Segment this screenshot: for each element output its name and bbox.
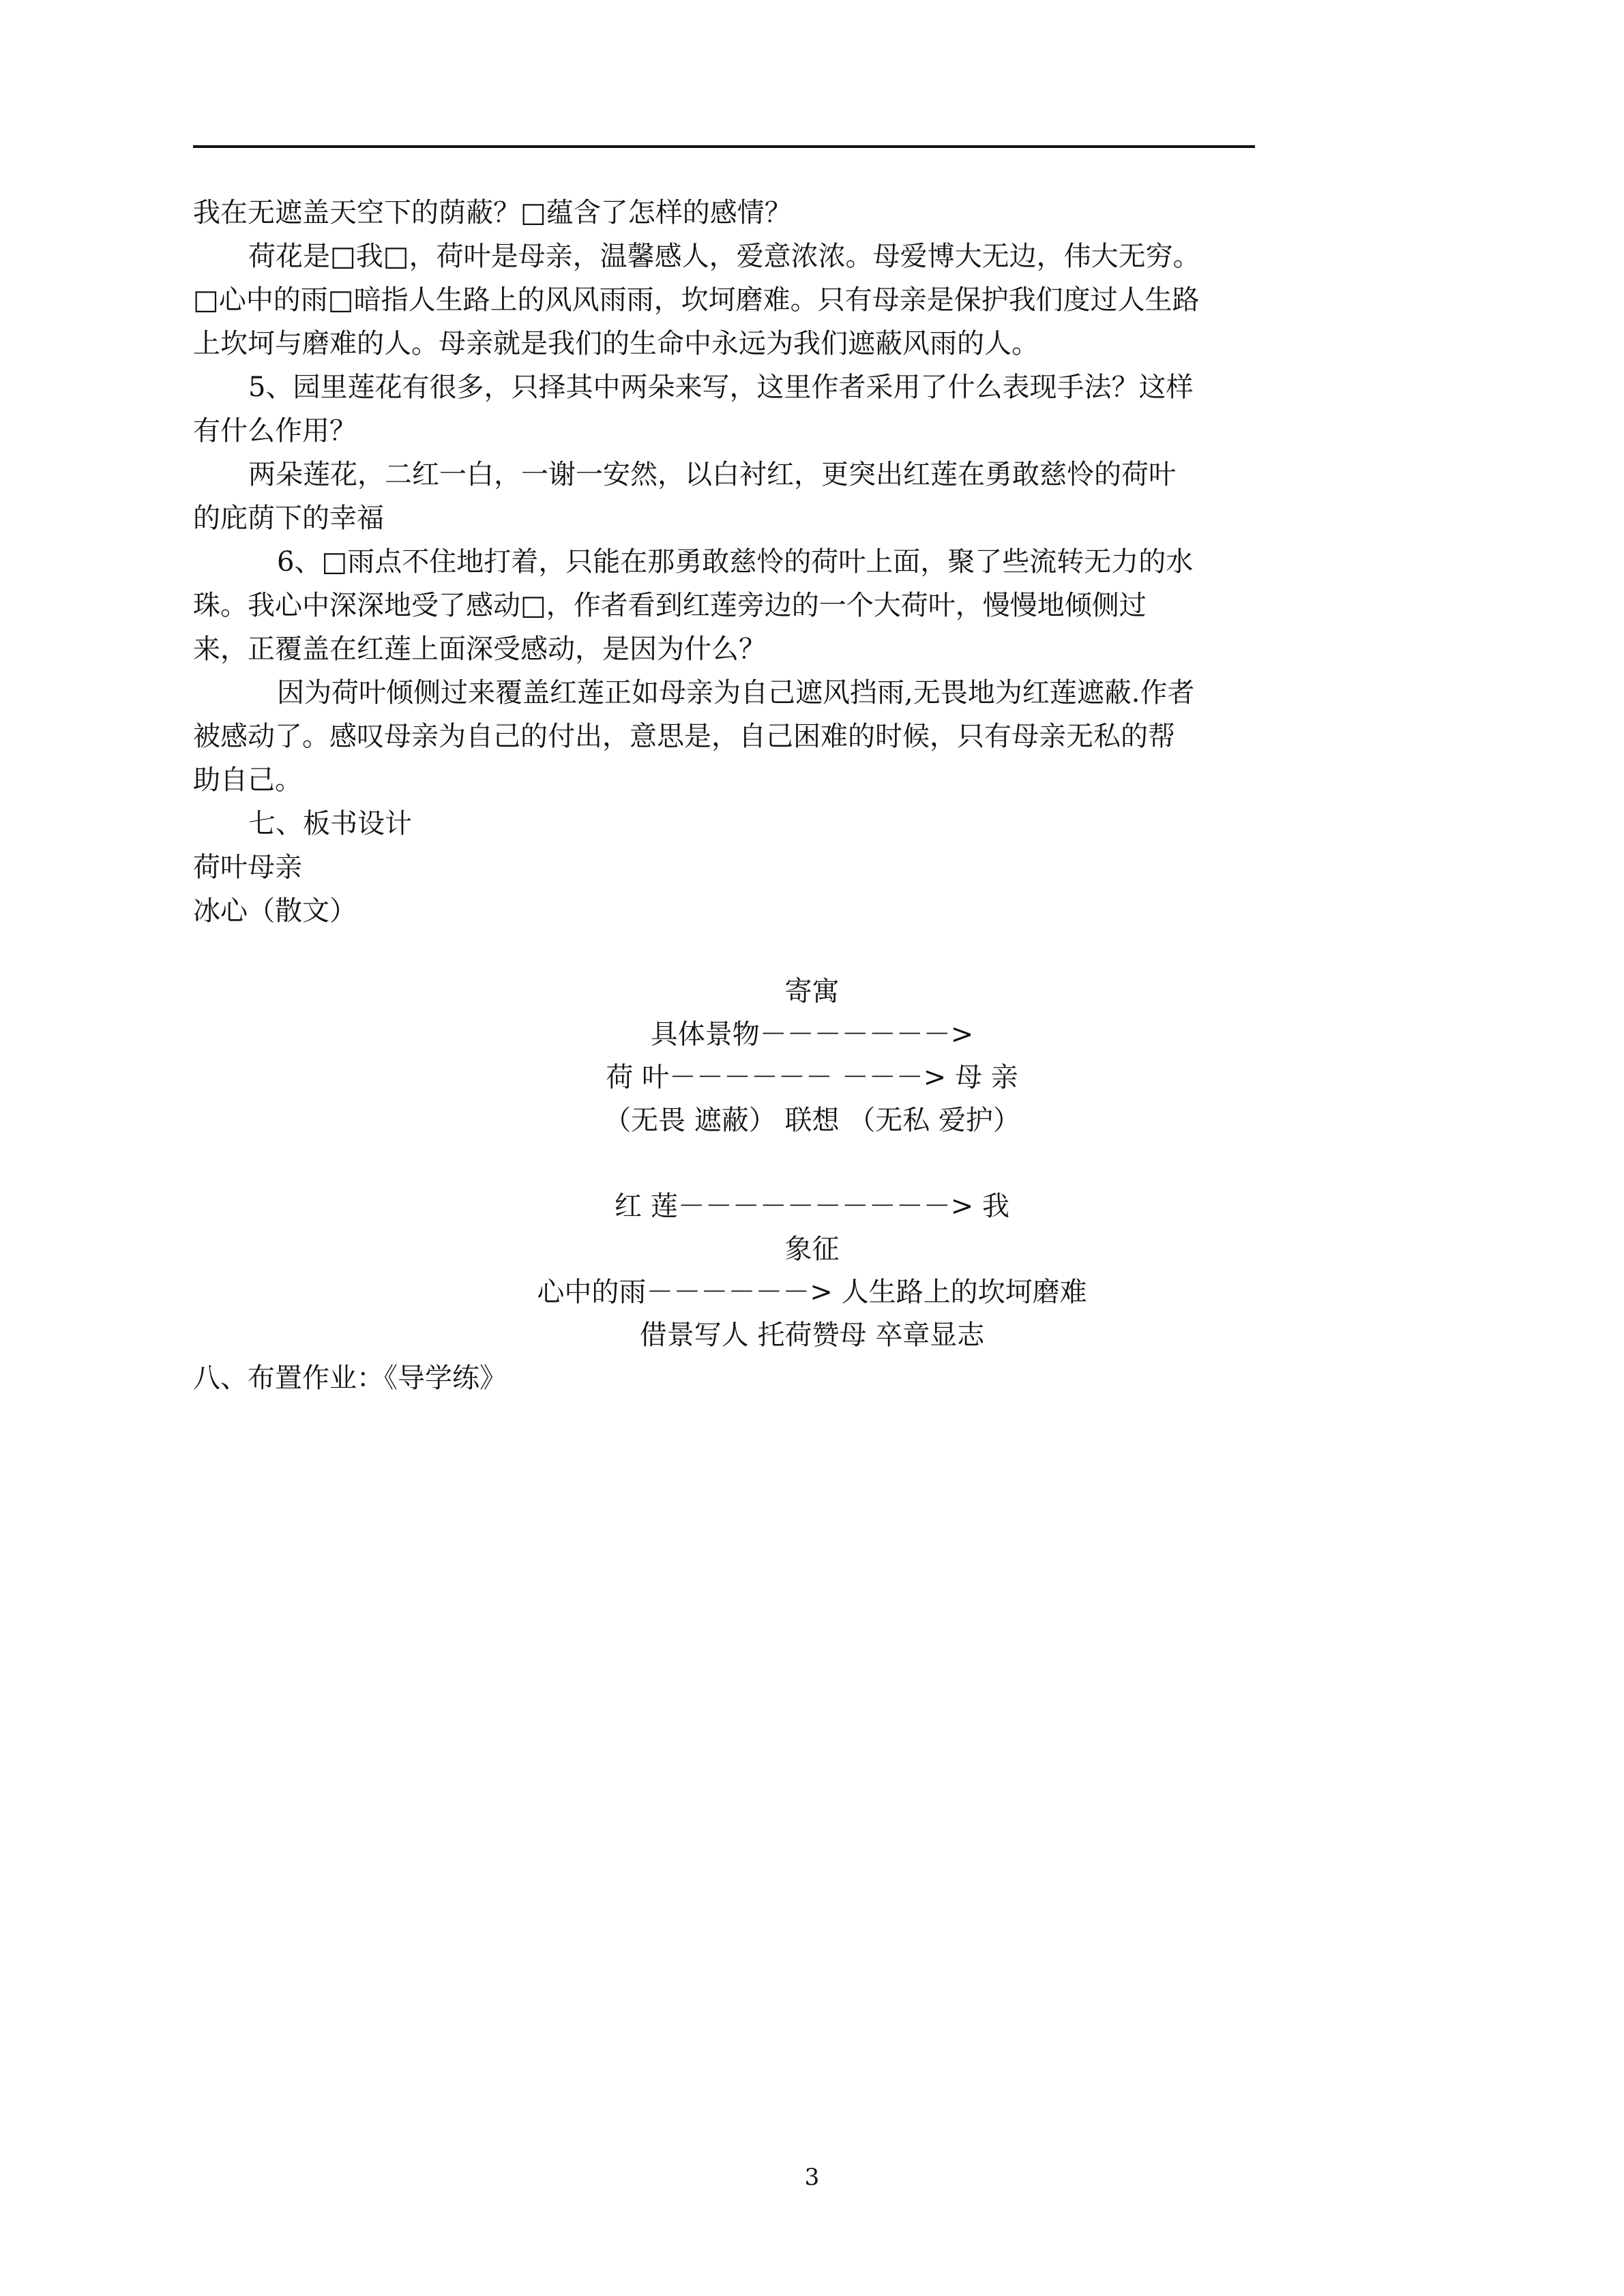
board-line: 心中的雨－－－－－－> 人生路上的坎坷磨难	[537, 1277, 1087, 1308]
section-heading: 七、板书设计	[248, 808, 412, 839]
page-number: 3	[804, 2164, 820, 2191]
homework-line: 八、布置作业：《导学练》	[193, 1362, 507, 1394]
body-line: 6、□雨点不住地打着，只能在那勇敢慈怜的荷叶上面，聚了些流转无力的水	[277, 546, 1194, 578]
body-line: 有什么作用？	[193, 415, 357, 447]
body-line: 5、园里莲花有很多，只择其中两朵来写，这里作者采用了什么表现手法？这样	[248, 372, 1194, 403]
body-line: 助自己。	[193, 764, 302, 796]
board-line: 寄寓	[784, 976, 840, 1007]
lesson-title: 荷叶母亲	[193, 852, 302, 883]
board-line: 借景写人 托荷赞母 卒章显志	[639, 1320, 985, 1351]
body-line: 我在无遮盖天空下的荫蔽？□蕴含了怎样的感情？	[193, 197, 792, 228]
body-line: □心中的雨□暗指人生路上的风风雨雨，坎坷磨难。只有母亲是保护我们度过人生路	[193, 284, 1200, 316]
body-line: 珠。我心中深深地受了感动□，作者看到红莲旁边的一个大荷叶，慢慢地倾侧过	[193, 590, 1147, 621]
board-line: 红 莲－－－－－－－－－－> 我	[615, 1191, 1009, 1222]
board-line: 荷 叶－－－－－－ －－－> 母 亲	[606, 1062, 1018, 1093]
board-line: （无畏 遮蔽） 联想 （无私 爱护）	[604, 1105, 1020, 1136]
body-line: 荷花是□我□，荷叶是母亲，温馨感人，爱意浓浓。母爱博大无边，伟大无穷。	[248, 241, 1200, 272]
board-line: 具体景物－－－－－－－>	[650, 1019, 974, 1050]
board-line: 象征	[784, 1234, 840, 1265]
body-line: 的庇荫下的幸福	[193, 503, 384, 534]
lesson-author: 冰心（散文）	[193, 895, 357, 927]
body-line: 被感动了。感叹母亲为自己的付出，意思是，自己困难的时候，只有母亲无私的帮	[193, 721, 1175, 752]
body-line: 来，正覆盖在红莲上面深受感动，是因为什么？	[193, 633, 766, 665]
body-line: 因为荷叶倾侧过来覆盖红莲正如母亲为自己遮风挡雨,无畏地为红莲遮蔽.作者	[277, 677, 1195, 709]
header-rule	[193, 145, 1255, 148]
body-line: 两朵莲花，二红一白，一谢一安然，以白衬红，更突出红莲在勇敢慈怜的荷叶	[248, 459, 1176, 490]
body-line: 上坎坷与磨难的人。母亲就是我们的生命中永远为我们遮蔽风雨的人。	[193, 328, 1039, 359]
